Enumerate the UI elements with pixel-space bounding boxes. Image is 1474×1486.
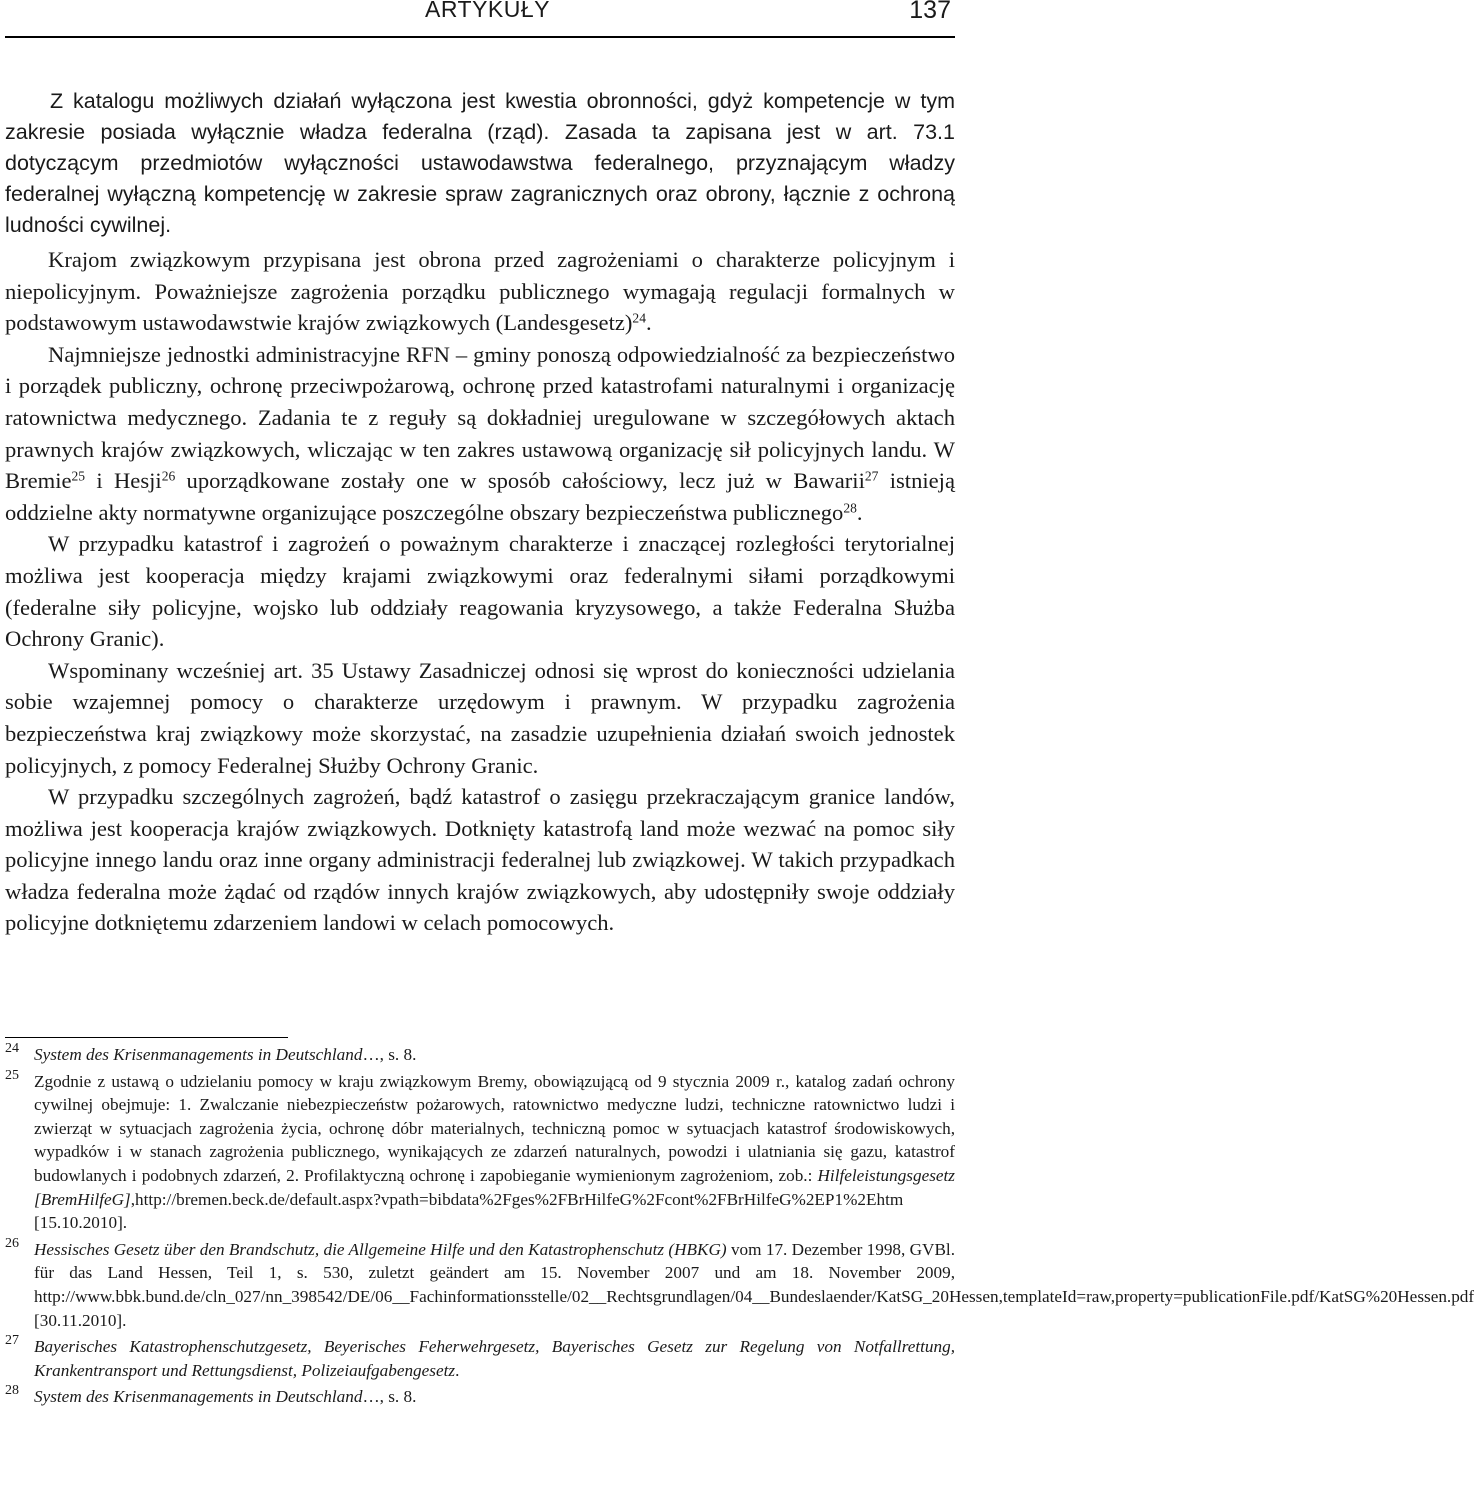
footnote-27 [5,1335,955,1382]
footnote-number: 25 [5,1067,19,1083]
paragraph-2-text-b: i Hesji [85,468,162,494]
intro-paragraph [5,86,955,241]
footnote-ref-27[interactable]: 27 [864,468,879,484]
paragraph-5: W przypadku szczególnych zagrożeń, bądź katastrof o zasięgu przekraczającym granice landów, możliwa jest kooperacja krajów związkowych. Dotknięty katastrofą land może wezwać na pomoc siły policyjne innego landu oraz inne organy administracji federalnej lub związkowej. W takich przypadkach władza federalna może żądać od rządów innych krajów związkowych, aby udostępniły swoje oddziały policyjne dotkniętemu zdarzeniem landowi w celach pomocowych. [5,784,955,936]
running-header [5,0,955,38]
main-text [5,244,955,939]
footnote-ref-28[interactable]: 28 [843,500,857,516]
footnote-number: 24 [5,1041,19,1056]
footnote-number: 27 [5,1333,19,1349]
footnote-divider [5,1037,288,1038]
footnote-ref-25[interactable]: 25 [71,468,86,484]
paragraph-2-end: . [856,499,863,525]
footnote-link[interactable]: ,http://bremen.beck.de/default.aspx?vpath=bibdata%2Fges%2FBrHilfeG%2Fcont%2FBrHilfeG%2EP1%2Ehtm [15.10.2010]. [34,1189,904,1233]
footnote-text: . [455,1360,460,1380]
footnote-25 [5,1067,955,1235]
footnote-title: System des Krisenmanagements in Deutschland [34,1045,363,1064]
paragraph-3: W przypadku katastrof i zagrożeń o poważnym charakterze i znaczącej rozległości terytorialnej możliwa jest kooperacja między krajami związkowymi oraz federalnymi siłami porządkowymi (federalne siły policyjne, wojsko lub oddziały reagowania kryzysowego, a także Federalna Służba Ochrony Granic). [5,531,955,652]
paragraph-1-end: . [645,310,652,336]
page-number: 137 [909,0,951,24]
paragraph-1-text: Krajom związkowym przypisana jest obrona przed zagrożeniami o charakterze policyjnym i niepolicyjnym. Poważniejsze zagrożenia porządku publicznego wymagają regulacji formalnych w podstawowym ustawodawstwie krajów związkowych (Landesgesetz) [5,247,955,336]
paragraph-2-text-c: uporządkowane zostały one w sposób całościowy, lecz już w Bawarii [175,468,865,494]
footnote-title: Hessisches Gesetz über den Brandschutz, die Allgemeine Hilfe und den Katastrophenschutz (HBKG) [34,1239,727,1259]
footnote-28 [5,1385,955,1409]
footnote-link[interactable]: vom 17. Dezember 1998, GVBl. für das Land Hessen, Teil 1, s. 530, zuletzt geändert am 15. November 2007 und am 18. November 2009, http://www.bbk.bund.de/cln_027/nn_398542/DE/06__Fachinformationsstelle/02__Rechtsgrundlagen/04__Bundeslaender/KatSG_20Hessen,templateId=raw,property=publicationFile.pdf/KatSG%20Hessen.pdf [30.11.2010]. [34,1239,1474,1330]
paragraph-4: Wspominany wcześniej art. 35 Ustawy Zasadniczej odnosi się wprost do konieczności udzielania sobie wzajemnej pomocy o charakterze urzędowym i prawnym. W przypadku zagrożenia bezpieczeństwa kraj związkowy może skorzystać, na zasadzie uzupełnienia działań swoich jednostek policyjnych, z pomocy Federalnej Służby Ochrony Granic. [5,657,955,778]
footnote-ref-26[interactable]: 26 [161,468,176,484]
footnote-title: Bayerisches Katastrophenschutzgesetz, Beyerisches Feherwehrgesetz, Bayerisches Gesetz zur Regelung von Notfallrettung, Krankentransport und Rettungsdienst, Polizeiaufgabengesetz [34,1337,955,1380]
footnote-24 [5,1043,955,1067]
footnote-ref-24[interactable]: 24 [632,310,646,326]
paragraph-2 [5,339,955,529]
footnote-number: 26 [5,1235,19,1251]
paragraph-1 [5,244,955,339]
intro-text: Z katalogu możliwych działań wyłączona jest kwestia obronności, gdyż kompetencje w tym zakresie posiada wyłącznie władza federalna (rząd). Zasada ta zapisana jest w art. 73.1 dotyczącym przedmiotów wyłączności ustawodawstwa federalnego, przyznającym władzy federalnej wyłączną kompetencję w zakresie spraw zagranicznych oraz obrony, łącznie z ochroną ludności cywilnej. [5,89,955,237]
footnote-text: …, s. 8. [362,1387,417,1407]
section-title: ARTYKUŁY [425,0,551,22]
paragraph-2-text-d: istnieją oddzielne akty normatywne organizujące poszczególne obszary bezpieczeństwa publicznego [5,468,955,525]
paragraph-2-text-a: Najmniejsze jednostki administracyjne RFN – gminy ponoszą odpowiedzialność za bezpieczeństwo i porządek publiczny, ochronę przeciwpożarową, ochronę przed katastrofami naturalnymi i organizację ratownictwa medycznego. Zadania te z reguły są dokładniej uregulowane w szczegółowych aktach prawnych krajów związkowych, wliczając w ten zakres ustawową organizację sił policyjnych landu. W Bremie [5,341,955,494]
footnote-26 [5,1235,1474,1332]
footnotes [5,1041,1474,1412]
footnote-number: 28 [5,1383,19,1399]
footnote-text: Zgodnie z ustawą o udzielaniu pomocy w kraju związkowym Bremy, obowiązującą od 9 stycznia 2009 r., katalog zadań ochrony cywilnej obejmuje: 1. Zwalczanie niebezpieczeństw pożarowych, ratownictwo medyczne ludzi, techniczne ratownictwo ludzi i zwierząt w sytuacjach zagrożenia życia, ochronę dóbr materialnych, techniczną pomoc w sytuacjach katastrof środowiskowych, wypadków i w stanach zagrożenia publicznego, wynikających ze zdarzeń naturalnych, powodzi i ulatniania się gazu, katastrof budowlanych i podobnych zdarzeń, 2. Profilaktyczną ochronę i zapobieganie wymienionym zagrożeniom, zob.: [34,1071,955,1185]
footnote-title: System des Krisenmanagements in Deutschland [34,1387,363,1407]
footnote-title: Hilfeleistungsgesetz [BremHilfeG] [34,1165,955,1209]
footnote-text: …, s. 8. [362,1045,417,1064]
